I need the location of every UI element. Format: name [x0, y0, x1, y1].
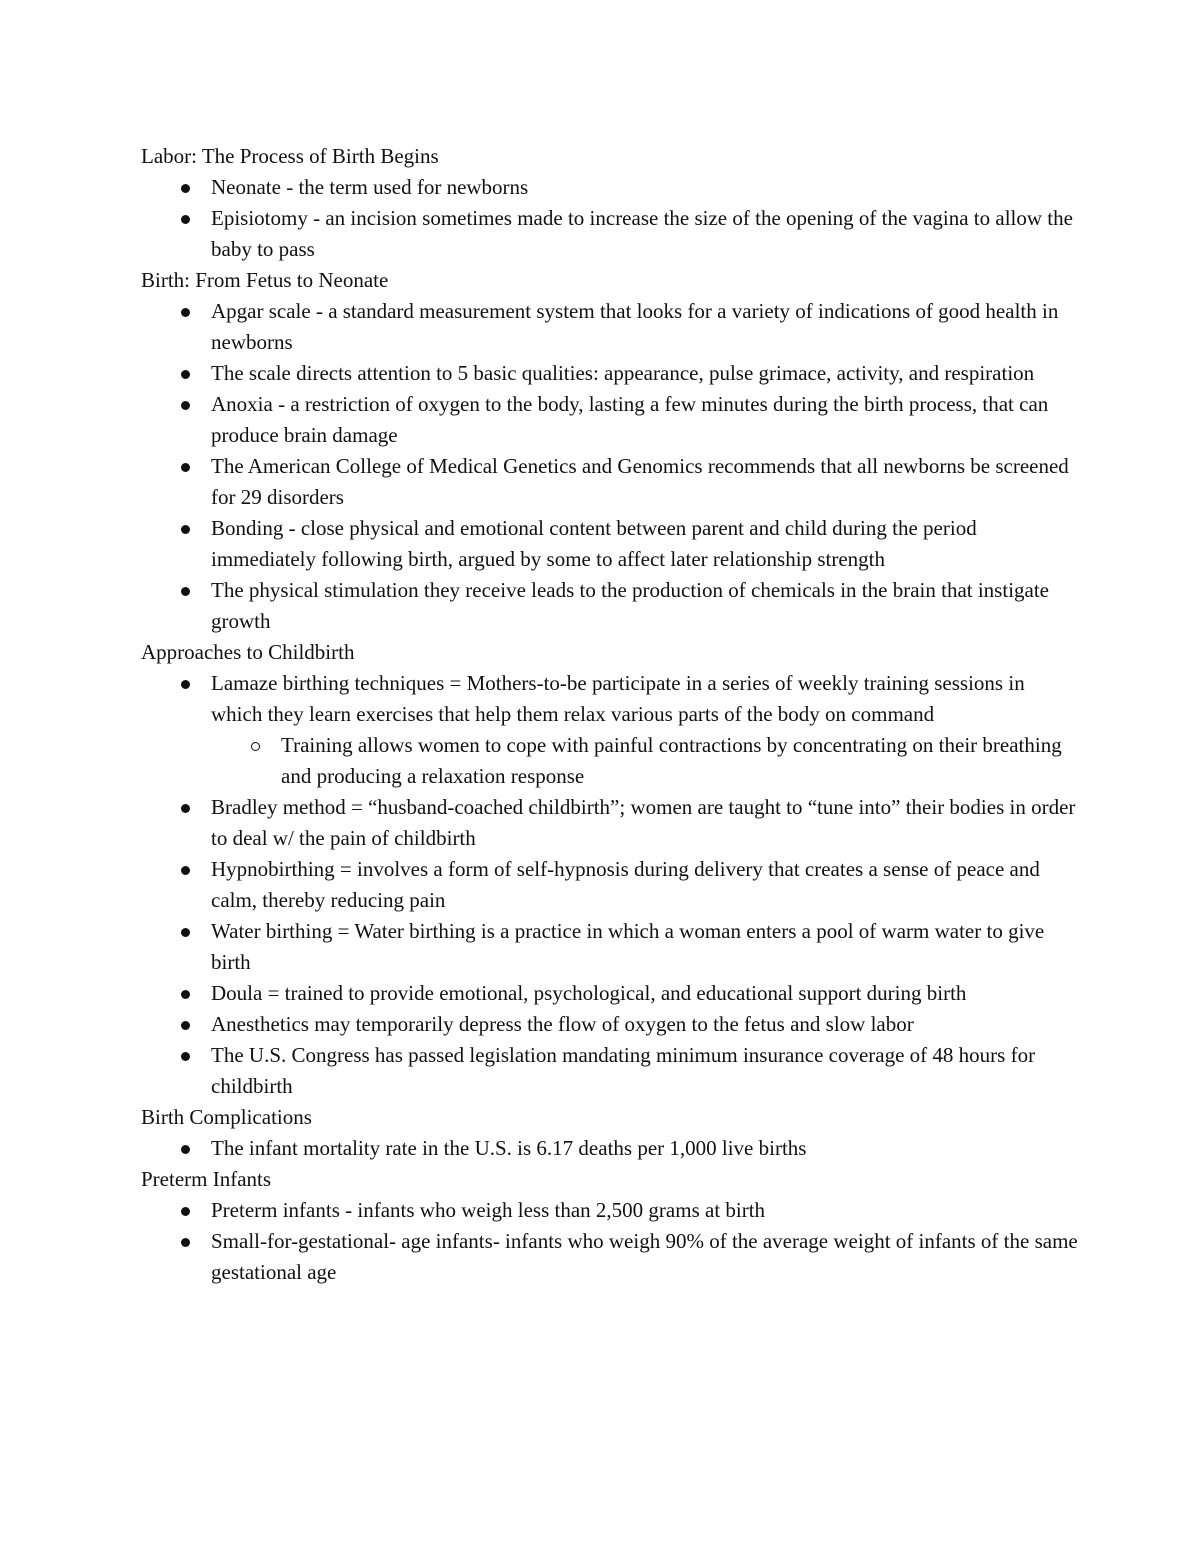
section-birth	[141, 265, 1081, 637]
list-item	[141, 1133, 1081, 1164]
list-item	[141, 575, 1081, 637]
list-item	[141, 1040, 1081, 1102]
section-heading: Birth: From Fetus to Neonate	[141, 268, 389, 292]
list-item-text: The American College of Medical Genetics and Genomics recommends that all newborns be screened for 29 disorders	[211, 454, 1069, 509]
list-item-text: The scale directs attention to 5 basic qualities: appearance, pulse grimace, activity, and respiration	[211, 361, 1035, 385]
section-heading: Birth Complications	[141, 1105, 312, 1129]
bullet-icon	[181, 308, 190, 317]
list-item	[141, 668, 1081, 792]
list-item-text: Doula = trained to provide emotional, psychological, and educational support during birth	[211, 981, 967, 1005]
list-item-text: Anoxia - a restriction of oxygen to the body, lasting a few minutes during the birth process, that can produce brain damage	[211, 392, 1049, 447]
bullet-icon	[181, 1021, 190, 1030]
bullet-icon	[181, 184, 190, 193]
section-heading: Approaches to Childbirth	[141, 640, 355, 664]
hollow-bullet-icon	[251, 742, 260, 751]
list-item	[141, 1226, 1081, 1288]
bullet-list	[141, 1133, 1081, 1164]
section-approaches	[141, 637, 1081, 1102]
list-item	[141, 451, 1081, 513]
bullet-icon	[181, 1207, 190, 1216]
sub-list-item-text: Training allows women to cope with painful contractions by concentrating on their breathing and producing a relaxation response	[281, 733, 1062, 788]
list-item	[141, 296, 1081, 358]
list-item	[141, 172, 1081, 203]
bullet-icon	[181, 928, 190, 937]
list-item-text: The physical stimulation they receive leads to the production of chemicals in the brain that instigate growth	[211, 578, 1050, 633]
list-item-text: Preterm infants - infants who weigh less than 2,500 grams at birth	[211, 1198, 766, 1222]
bullet-icon	[181, 804, 190, 813]
list-item-text: The infant mortality rate in the U.S. is 6.17 deaths per 1,000 live births	[211, 1136, 807, 1160]
bullet-icon	[181, 990, 190, 999]
bullet-list	[141, 172, 1081, 265]
section-heading: Preterm Infants	[141, 1167, 272, 1191]
list-item	[141, 854, 1081, 916]
list-item	[141, 1009, 1081, 1040]
bullet-icon	[181, 866, 190, 875]
bullet-icon	[181, 401, 190, 410]
section-preterm	[141, 1164, 1081, 1288]
list-item-text: Water birthing = Water birthing is a practice in which a woman enters a pool of warm water to give birth	[211, 919, 1045, 974]
section-heading: Labor: The Process of Birth Begins	[141, 144, 439, 168]
bullet-icon	[181, 587, 190, 596]
bullet-icon	[181, 370, 190, 379]
list-item-text: Bradley method = “husband-coached childbirth”; women are taught to “tune into” their bodies in order to deal w/ the pain of childbirth	[211, 795, 1076, 850]
bullet-icon	[181, 525, 190, 534]
bullet-icon	[181, 1052, 190, 1061]
list-item	[141, 792, 1081, 854]
bullet-list	[141, 296, 1081, 637]
bullet-icon	[181, 680, 190, 689]
list-item-text: Small-for-gestational- age infants- infants who weigh 90% of the average weight of infants of the same gestational age	[211, 1229, 1078, 1284]
document-page	[141, 141, 1081, 1288]
list-item	[141, 513, 1081, 575]
list-item	[141, 978, 1081, 1009]
section-complications	[141, 1102, 1081, 1164]
list-item	[141, 203, 1081, 265]
bullet-list	[141, 668, 1081, 1102]
bullet-icon	[181, 1145, 190, 1154]
list-item-text: Bonding - close physical and emotional content between parent and child during the period immediately following birth, argued by some to affect later relationship strength	[211, 516, 977, 571]
list-item-text: Apgar scale - a standard measurement system that looks for a variety of indications of good health in newborns	[211, 299, 1059, 354]
list-item	[141, 1195, 1081, 1226]
list-item	[141, 916, 1081, 978]
list-item-text: Episiotomy - an incision sometimes made to increase the size of the opening of the vagina to allow the baby to pass	[211, 206, 1073, 261]
sub-bullet-list	[211, 730, 1081, 792]
bullet-list	[141, 1195, 1081, 1288]
sub-list-item	[211, 730, 1081, 792]
bullet-icon	[181, 463, 190, 472]
list-item-text: Neonate - the term used for newborns	[211, 175, 529, 199]
list-item	[141, 389, 1081, 451]
bullet-icon	[181, 1238, 190, 1247]
list-item-text: Hypnobirthing = involves a form of self-hypnosis during delivery that creates a sense of peace and calm, thereby reducing pain	[211, 857, 1040, 912]
bullet-icon	[181, 215, 190, 224]
list-item-text: Anesthetics may temporarily depress the flow of oxygen to the fetus and slow labor	[211, 1012, 914, 1036]
list-item	[141, 358, 1081, 389]
section-labor	[141, 141, 1081, 265]
list-item-text: Lamaze birthing techniques = Mothers-to-be participate in a series of weekly training sessions in which they learn exercises that help them relax various parts of the body on command	[211, 671, 1025, 726]
list-item-text: The U.S. Congress has passed legislation mandating minimum insurance coverage of 48 hours for childbirth	[211, 1043, 1036, 1098]
